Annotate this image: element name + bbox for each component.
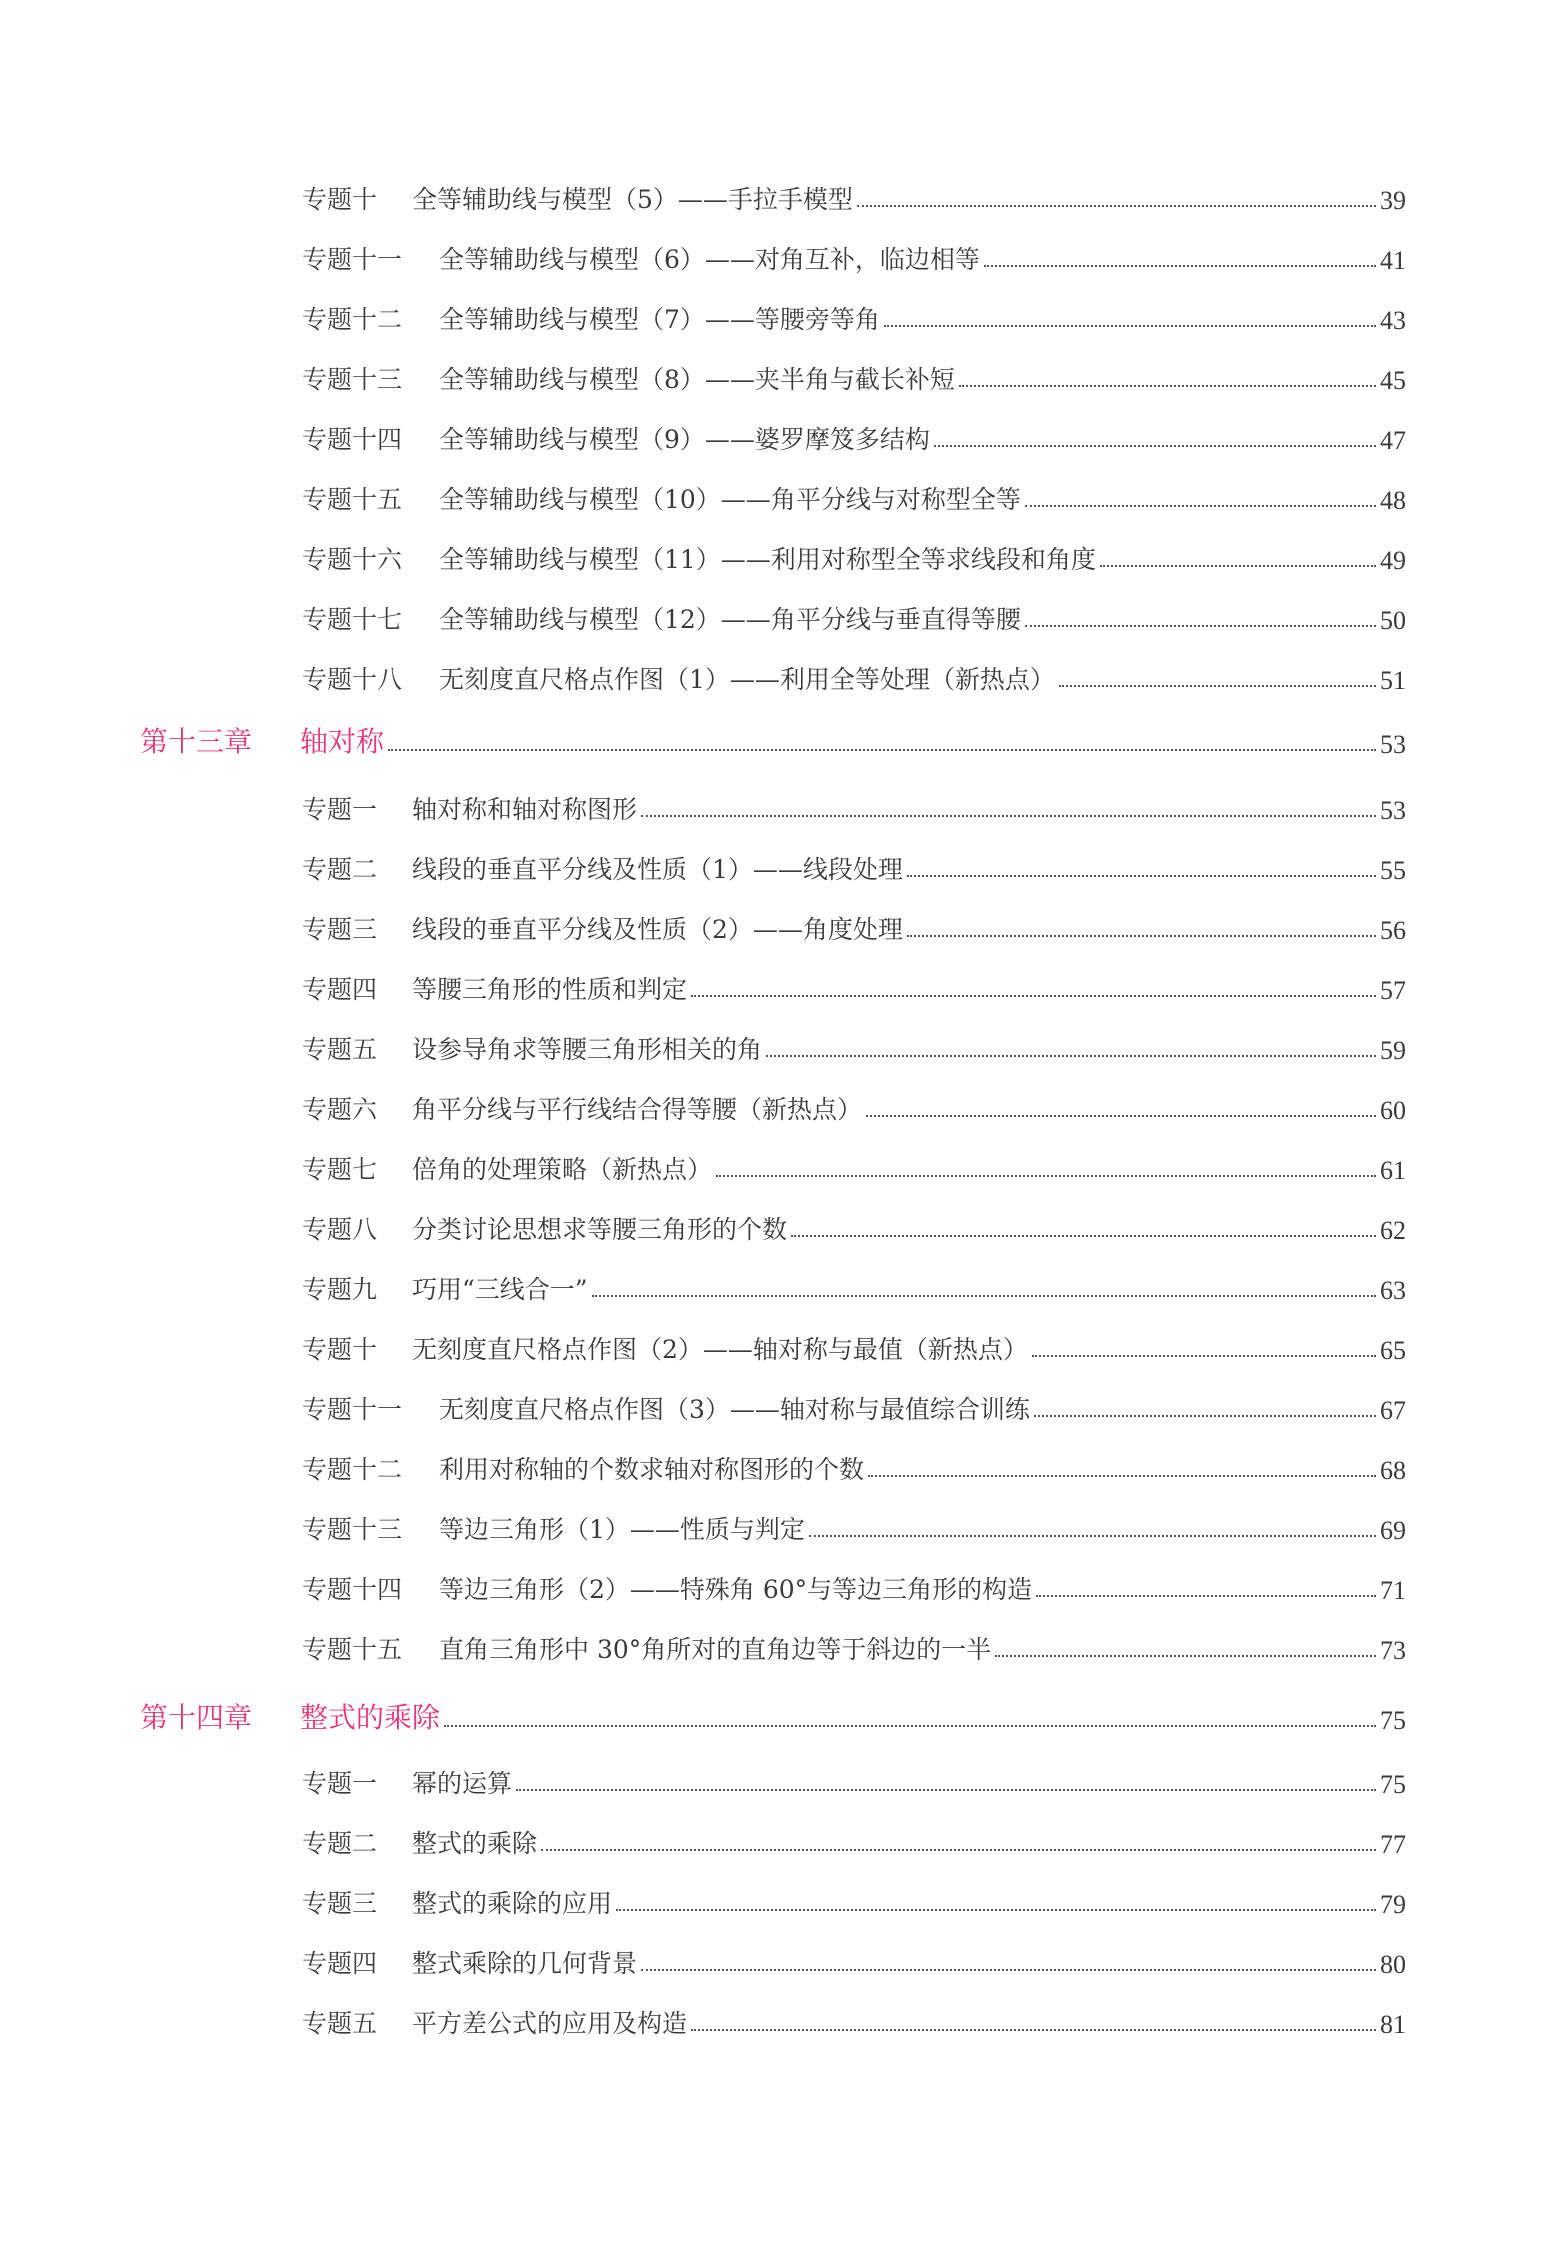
dot-leader [884, 325, 1376, 327]
dot-leader [857, 205, 1376, 207]
page-number: 75 [1380, 1770, 1406, 1799]
dot-leader [691, 995, 1376, 997]
toc-entry[interactable] [302, 1266, 1406, 1306]
topic-number: 专题十二 [302, 305, 403, 334]
topic-title: 平方差公式的应用及构造 [412, 2009, 688, 2038]
toc-entry[interactable] [302, 1820, 1406, 1860]
dot-leader [1059, 685, 1376, 687]
topic-number: 专题十一 [302, 245, 403, 274]
dot-leader [1036, 1595, 1376, 1597]
page-number: 65 [1380, 1336, 1406, 1365]
page-number: 80 [1380, 1950, 1406, 1979]
dot-leader [1100, 565, 1376, 567]
topic-title: 全等辅助线与模型（11）——利用对称型全等求线段和角度 [439, 545, 1096, 574]
dot-leader [592, 1295, 1376, 1297]
chapter-title: 整式的乘除 [300, 1701, 441, 1734]
toc-entry[interactable] [302, 846, 1406, 886]
dot-leader [1025, 625, 1376, 627]
toc-entry[interactable] [302, 1206, 1406, 1246]
page-number: 41 [1380, 246, 1406, 275]
dot-leader [641, 1969, 1376, 1971]
toc-entry[interactable] [302, 1506, 1406, 1546]
dot-leader [616, 1909, 1376, 1911]
dot-leader [388, 749, 1376, 751]
toc-chapter-14[interactable] [140, 1696, 1406, 1736]
chapter-number: 第十三章 [140, 725, 253, 758]
toc-entry[interactable] [302, 1940, 1406, 1980]
chapter-number: 第十四章 [140, 1701, 253, 1734]
topic-number: 专题十三 [302, 1515, 403, 1544]
dot-leader [766, 1055, 1376, 1057]
page-number: 51 [1380, 666, 1406, 695]
page-number: 57 [1380, 976, 1406, 1005]
page-number: 63 [1380, 1276, 1406, 1305]
page-number: 61 [1380, 1156, 1406, 1185]
topic-number: 专题四 [302, 975, 378, 1004]
page-number: 59 [1380, 1036, 1406, 1065]
toc-entry[interactable] [302, 356, 1406, 396]
page-number: 56 [1380, 916, 1406, 945]
topic-title: 等边三角形（2）——特殊角 60°与等边三角形的构造 [439, 1575, 1033, 1604]
topic-title: 全等辅助线与模型（6）——对角互补，临边相等 [439, 245, 980, 274]
topic-number: 专题十五 [302, 1635, 403, 1664]
page-number: 71 [1380, 1576, 1406, 1605]
topic-title: 全等辅助线与模型（8）——夹半角与截长补短 [439, 365, 955, 394]
topic-title: 线段的垂直平分线及性质（2）——角度处理 [412, 915, 903, 944]
topic-number: 专题十五 [302, 485, 403, 514]
page-number: 79 [1380, 1890, 1406, 1919]
toc-entry[interactable] [302, 1760, 1406, 1800]
page-number: 47 [1380, 426, 1406, 455]
topic-number: 专题三 [302, 915, 378, 944]
topic-title: 设参导角求等腰三角形相关的角 [412, 1035, 763, 1064]
topic-number: 专题八 [302, 1215, 378, 1244]
topic-number: 专题一 [302, 795, 378, 824]
page-number: 73 [1380, 1636, 1406, 1665]
topic-title: 全等辅助线与模型（7）——等腰旁等角 [439, 305, 880, 334]
topic-title: 全等辅助线与模型（5）——手拉手模型 [412, 185, 853, 214]
topic-number: 专题五 [302, 1035, 378, 1064]
topic-number: 专题十三 [302, 365, 403, 394]
toc-entry[interactable] [302, 1880, 1406, 1920]
toc-entry[interactable] [302, 176, 1406, 216]
page-number: 48 [1380, 486, 1406, 515]
toc-entry[interactable] [302, 1386, 1406, 1426]
topic-number: 专题十四 [302, 1575, 403, 1604]
dot-leader [934, 445, 1376, 447]
page-number: 68 [1380, 1456, 1406, 1485]
dot-leader [791, 1235, 1376, 1237]
toc-entry[interactable] [302, 1446, 1406, 1486]
topic-number: 专题十七 [302, 605, 403, 634]
dot-leader [444, 1725, 1376, 1727]
toc-entry[interactable] [302, 416, 1406, 456]
topic-number: 专题十一 [302, 1395, 403, 1424]
topic-number: 专题十二 [302, 1455, 403, 1484]
topic-title: 等边三角形（1）——性质与判定 [439, 1515, 805, 1544]
toc-entry[interactable] [302, 476, 1406, 516]
topic-number: 专题十四 [302, 425, 403, 454]
dot-leader [868, 1475, 1376, 1477]
dot-leader [984, 265, 1376, 267]
toc-entry[interactable] [302, 1086, 1406, 1126]
dot-leader [541, 1849, 1376, 1851]
dot-leader [866, 1115, 1376, 1117]
topic-number: 专题七 [302, 1155, 378, 1184]
topic-number: 专题二 [302, 1829, 378, 1858]
dot-leader [959, 385, 1376, 387]
toc-entry[interactable] [302, 296, 1406, 336]
topic-title: 整式乘除的几何背景 [412, 1949, 638, 1978]
topic-number: 专题十六 [302, 545, 403, 574]
chapter-title: 轴对称 [300, 725, 385, 758]
topic-title: 巧用“三线合一” [412, 1275, 588, 1304]
toc-entry[interactable] [302, 1626, 1406, 1666]
dot-leader [691, 2029, 1376, 2031]
dot-leader [907, 875, 1376, 877]
topic-title: 整式的乘除 [412, 1829, 538, 1858]
topic-title: 轴对称和轴对称图形 [412, 795, 638, 824]
topic-title: 利用对称轴的个数求轴对称图形的个数 [439, 1455, 865, 1484]
topic-number: 专题十 [302, 1335, 378, 1364]
topic-title: 倍角的处理策略（新热点） [412, 1155, 713, 1184]
toc-entry[interactable] [302, 1326, 1406, 1366]
toc-entry[interactable] [302, 596, 1406, 636]
toc-entry[interactable] [302, 906, 1406, 946]
toc-chapter-13[interactable] [140, 720, 1406, 760]
topic-title: 无刻度直尺格点作图（1）——利用全等处理（新热点） [439, 665, 1055, 694]
topic-title: 分类讨论思想求等腰三角形的个数 [412, 1215, 788, 1244]
page-number: 69 [1380, 1516, 1406, 1545]
page-number: 53 [1380, 730, 1406, 759]
topic-title: 全等辅助线与模型（10）——角平分线与对称型全等 [439, 485, 1021, 514]
page-number: 62 [1380, 1216, 1406, 1245]
page-number: 43 [1380, 306, 1406, 335]
topic-title: 线段的垂直平分线及性质（1）——线段处理 [412, 855, 903, 884]
toc-entry[interactable] [302, 2000, 1406, 2040]
dot-leader [1034, 1415, 1376, 1417]
topic-title: 整式的乘除的应用 [412, 1889, 613, 1918]
topic-title: 全等辅助线与模型（12）——角平分线与垂直得等腰 [439, 605, 1021, 634]
page-number: 60 [1380, 1096, 1406, 1125]
topic-title: 等腰三角形的性质和判定 [412, 975, 688, 1004]
toc-entry[interactable] [302, 1146, 1406, 1186]
dot-leader [809, 1535, 1376, 1537]
topic-title: 无刻度直尺格点作图（2）——轴对称与最值（新热点） [412, 1335, 1028, 1364]
toc-entry[interactable] [302, 1026, 1406, 1066]
topic-title: 无刻度直尺格点作图（3）——轴对称与最值综合训练 [439, 1395, 1030, 1424]
toc-entry[interactable] [302, 1566, 1406, 1606]
page-number: 77 [1380, 1830, 1406, 1859]
dot-leader [995, 1655, 1376, 1657]
topic-number: 专题四 [302, 1949, 378, 1978]
topic-title: 角平分线与平行线结合得等腰（新热点） [412, 1095, 863, 1124]
dot-leader [716, 1175, 1376, 1177]
topic-title: 直角三角形中 30°角所对的直角边等于斜边的一半 [439, 1635, 992, 1664]
topic-number: 专题六 [302, 1095, 378, 1124]
toc-entry[interactable] [302, 966, 1406, 1006]
page-number: 81 [1380, 2010, 1406, 2039]
toc-entry[interactable] [302, 786, 1406, 826]
dot-leader [1032, 1355, 1376, 1357]
toc-entry[interactable] [302, 656, 1406, 696]
page-number: 45 [1380, 366, 1406, 395]
dot-leader [516, 1789, 1376, 1791]
topic-title: 幂的运算 [412, 1769, 513, 1798]
topic-number: 专题二 [302, 855, 378, 884]
page-number: 49 [1380, 546, 1406, 575]
topic-number: 专题一 [302, 1769, 378, 1798]
dot-leader [641, 815, 1376, 817]
page-number: 67 [1380, 1396, 1406, 1425]
topic-number: 专题三 [302, 1889, 378, 1918]
toc-entry[interactable] [302, 236, 1406, 276]
page-number: 39 [1380, 186, 1406, 215]
topic-number: 专题九 [302, 1275, 378, 1304]
page-number: 53 [1380, 796, 1406, 825]
page-number: 75 [1380, 1706, 1406, 1735]
page-number: 55 [1380, 856, 1406, 885]
dot-leader [907, 935, 1376, 937]
page-number: 50 [1380, 606, 1406, 635]
topic-number: 专题十八 [302, 665, 403, 694]
topic-title: 全等辅助线与模型（9）——婆罗摩笈多结构 [439, 425, 930, 454]
topic-number: 专题五 [302, 2009, 378, 2038]
dot-leader [1025, 505, 1376, 507]
toc-entry[interactable] [302, 536, 1406, 576]
topic-number: 专题十 [302, 185, 378, 214]
